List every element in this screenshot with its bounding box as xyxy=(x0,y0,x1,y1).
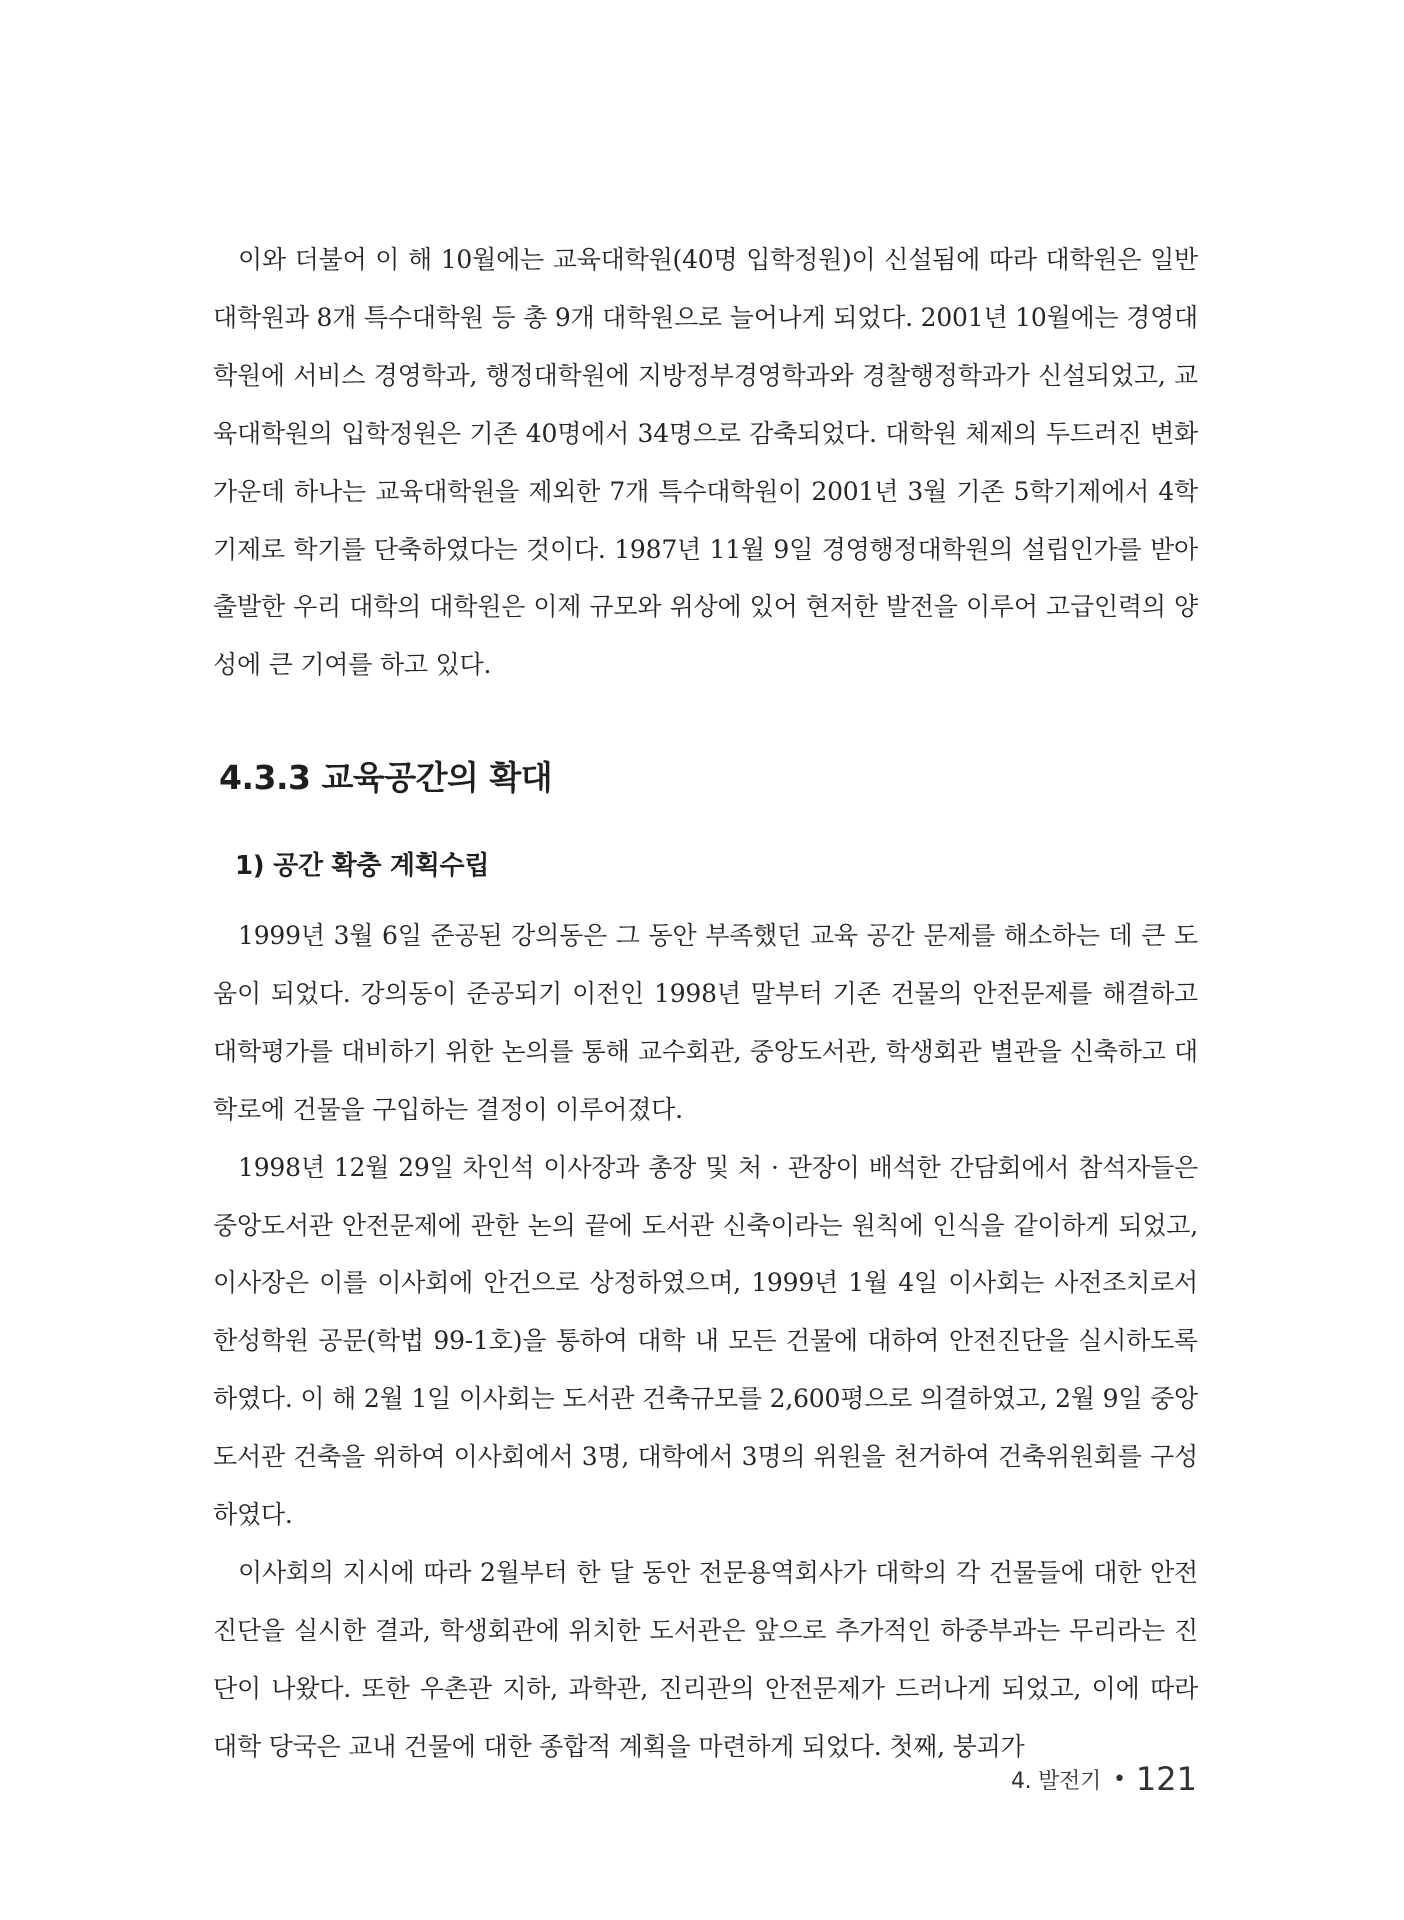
paragraph: 1998년 12월 29일 차인석 이사장과 총장 및 처 · 관장이 배석한 간담회에서 참석자들은 중앙도서관 안전문제에 관한 논의 끝에 도서관 신축이라는 원칙에 인식을 같이하게 되었고, 이사장은 이를 이사회에 안건으로 상정하였으며, 1999년 1월 4일 이사회는 사전조치로서 한성학원 공문(학법 99-1호)을 통하여 대학 내 모든 건물에 대하여 안전진단을 실시하도록 하였다. 이 해 2월 1일 이사회는 도서관 건축규모를 2,600평으로 의결하였고, 2월 9일 중앙도서관 건축을 위하여 이사회에서 3명, 대학에서 3명의 위원을 천거하여 건축위원회를 구성하였다. xyxy=(213,1152,1198,1530)
page-footer xyxy=(1011,1760,1197,1798)
section-heading: 4.3.3 교육공간의 확대 xyxy=(219,758,553,797)
footer-bullet: • xyxy=(1112,1766,1126,1792)
paragraph: 이와 더불어 이 해 10월에는 교육대학원(40명 입학정원)이 신설됨에 따라 대학원은 일반대학원과 8개 특수대학원 등 총 9개 대학원으로 늘어나게 되었다. 2001년 10월에는 경영대학원에 서비스 경영학과, 행정대학원에 지방정부경영학과와 경찰행정학과가 신설되었고, 교육대학원의 입학정원은 기존 40명에서 34명으로 감축되었다. 대학원 체제의 두드러진 변화 가운데 하나는 교육대학원을 제외한 7개 특수대학원이 2001년 3월 기존 5학기제에서 4학기제로 학기를 단축하였다는 것이다. 1987년 11월 9일 경영행정대학원의 설립인가를 받아 출발한 우리 대학의 대학원은 이제 규모와 위상에 있어 현저한 발전을 이루어 고급인력의 양성에 큰 기여를 하고 있다. xyxy=(213,245,1199,680)
intro-text xyxy=(213,231,1198,694)
running-footer-chapter: 4. 발전기 xyxy=(1010,1768,1101,1794)
subsection-heading: 1) 공간 확충 계획수립 xyxy=(235,851,490,881)
page-number: 121 xyxy=(1135,1760,1197,1798)
paragraph: 이사회의 지시에 따라 2월부터 한 달 동안 전문용역회사가 대학의 각 건물들에 대한 안전진단을 실시한 결과, 학생회관에 위치한 도서관은 앞으로 추가적인 하중부과는 무리라는 진단이 나왔다. 또한 우촌관 지하, 과학관, 진리관의 안전문제가 드러나게 되었고, 이에 따라 대학 당국은 교내 건물에 대한 종합적 계획을 마련하게 되었다. 첫째, 붕괴가 xyxy=(213,1557,1198,1761)
section-body-text xyxy=(213,907,1198,1776)
paragraph: 1999년 3월 6일 준공된 강의동은 그 동안 부족했던 교육 공간 문제를 해소하는 데 큰 도움이 되었다. 강의동이 준공되기 이전인 1998년 말부터 기존 건물의 안전문제를 해결하고 대학평가를 대비하기 위한 논의를 통해 교수회관, 중앙도서관, 학생회관 별관을 신축하고 대학로에 건물을 구입하는 결정이 이루어졌다. xyxy=(213,921,1198,1124)
